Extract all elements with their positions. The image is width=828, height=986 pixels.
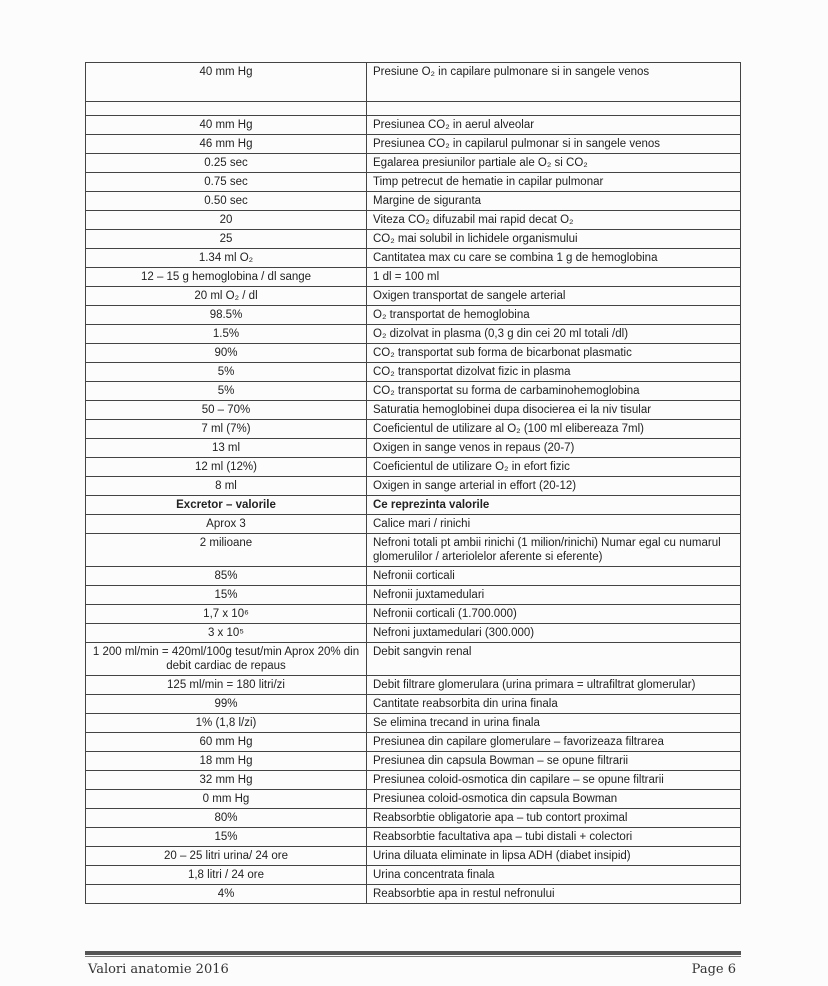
table-row — [86, 624, 741, 643]
table-row — [86, 211, 741, 230]
value-cell: 0.50 sec — [86, 192, 367, 211]
table-row — [86, 605, 741, 624]
value-cell: 3 x 10⁵ — [86, 624, 367, 643]
description-cell: Nefronii corticali (1.700.000) — [367, 605, 741, 624]
value-cell: 5% — [86, 363, 367, 382]
value-cell: 85% — [86, 567, 367, 586]
table-row — [86, 173, 741, 192]
description-cell: CO₂ transportat dizolvat fizic in plasma — [367, 363, 741, 382]
values-table-body — [86, 63, 741, 904]
description-cell: Presiunea coloid-osmotica din capsula Bowman — [367, 790, 741, 809]
description-cell: 1 dl = 100 ml — [367, 268, 741, 287]
table-row — [86, 586, 741, 605]
description-cell: Timp petrecut de hematie in capilar pulmonar — [367, 173, 741, 192]
table-row — [86, 695, 741, 714]
value-cell: 0.75 sec — [86, 173, 367, 192]
value-cell: 46 mm Hg — [86, 135, 367, 154]
table-row — [86, 809, 741, 828]
table-row — [86, 249, 741, 268]
description-cell: Coeficientul de utilizare al O₂ (100 ml elibereaza 7ml) — [367, 420, 741, 439]
table-row — [86, 344, 741, 363]
table-row — [86, 643, 741, 676]
value-cell: 1,8 litri / 24 ore — [86, 866, 367, 885]
table-row — [86, 116, 741, 135]
description-cell — [367, 102, 741, 116]
description-cell: Reabsorbtie obligatorie apa – tub contort proximal — [367, 809, 741, 828]
description-cell: Nefronii corticali — [367, 567, 741, 586]
page-number: Page 6 — [691, 962, 736, 977]
table-row — [86, 102, 741, 116]
table-row — [86, 154, 741, 173]
values-table — [85, 62, 741, 904]
value-cell: 12 ml (12%) — [86, 458, 367, 477]
table-row — [86, 230, 741, 249]
description-cell: Presiunea din capilare glomerulare – favorizeaza filtrarea — [367, 733, 741, 752]
value-cell: 90% — [86, 344, 367, 363]
header-description-cell: Ce reprezinta valorile — [367, 496, 741, 515]
table-row — [86, 714, 741, 733]
description-cell: Viteza CO₂ difuzabil mai rapid decat O₂ — [367, 211, 741, 230]
value-cell: 125 ml/min = 180 litri/zi — [86, 676, 367, 695]
table-row — [86, 534, 741, 567]
value-cell: 2 milioane — [86, 534, 367, 567]
value-cell: 12 – 15 g hemoglobina / dl sange — [86, 268, 367, 287]
table-row — [86, 306, 741, 325]
value-cell: 98.5% — [86, 306, 367, 325]
description-cell: Se elimina trecand in urina finala — [367, 714, 741, 733]
description-cell: Nefroni totali pt ambii rinichi (1 milion/rinichi) Numar egal cu numarul glomerulilor / arteriolelor aferente si eferente) — [367, 534, 741, 567]
table-row — [86, 567, 741, 586]
value-cell: 15% — [86, 586, 367, 605]
value-cell: 5% — [86, 382, 367, 401]
value-cell: 15% — [86, 828, 367, 847]
description-cell: Urina concentrata finala — [367, 866, 741, 885]
table-row — [86, 733, 741, 752]
description-cell: Saturatia hemoglobinei dupa disocierea ei la niv tisular — [367, 401, 741, 420]
value-cell: 4% — [86, 885, 367, 904]
description-cell: Egalarea presiunilor partiale ale O₂ si CO₂ — [367, 154, 741, 173]
value-cell: 20 — [86, 211, 367, 230]
table-row — [86, 401, 741, 420]
value-cell: 0.25 sec — [86, 154, 367, 173]
description-cell: Debit filtrare glomerulara (urina primara = ultrafiltrat glomerular) — [367, 676, 741, 695]
value-cell: 13 ml — [86, 439, 367, 458]
table-row — [86, 439, 741, 458]
value-cell: 8 ml — [86, 477, 367, 496]
value-cell: 18 mm Hg — [86, 752, 367, 771]
table-row — [86, 458, 741, 477]
value-cell: 1,7 x 10⁶ — [86, 605, 367, 624]
description-cell: Debit sangvin renal — [367, 643, 741, 676]
description-cell: Reabsorbtie facultativa apa – tubi distali + colectori — [367, 828, 741, 847]
table-header-row — [86, 496, 741, 515]
value-cell — [86, 102, 367, 116]
value-cell: 20 – 25 litri urina/ 24 ore — [86, 847, 367, 866]
table-row — [86, 515, 741, 534]
description-cell: CO₂ mai solubil in lichidele organismului — [367, 230, 741, 249]
description-cell: Presiunea din capsula Bowman – se opune filtrarii — [367, 752, 741, 771]
value-cell: 0 mm Hg — [86, 790, 367, 809]
table-row — [86, 847, 741, 866]
description-cell: CO₂ transportat sub forma de bicarbonat plasmatic — [367, 344, 741, 363]
value-cell: 1 200 ml/min = 420ml/100g tesut/min Aprox 20% din debit cardiac de repaus — [86, 643, 367, 676]
description-cell: Margine de siguranta — [367, 192, 741, 211]
description-cell: Presiune O₂ in capilare pulmonare si in sangele venos — [367, 63, 741, 102]
description-cell: CO₂ transportat su forma de carbaminohemoglobina — [367, 382, 741, 401]
description-cell: Nefroni juxtamedulari (300.000) — [367, 624, 741, 643]
table-row — [86, 192, 741, 211]
table-row — [86, 771, 741, 790]
description-cell: O₂ dizolvat in plasma (0,3 g din cei 20 ml totali /dl) — [367, 325, 741, 344]
value-cell: 50 – 70% — [86, 401, 367, 420]
value-cell: 80% — [86, 809, 367, 828]
description-cell: Oxigen in sange venos in repaus (20-7) — [367, 439, 741, 458]
description-cell: Calice mari / rinichi — [367, 515, 741, 534]
table-row — [86, 885, 741, 904]
table-row — [86, 420, 741, 439]
value-cell: 60 mm Hg — [86, 733, 367, 752]
header-value-cell: Excretor – valorile — [86, 496, 367, 515]
description-cell: Reabsorbtie apa in restul nefronului — [367, 885, 741, 904]
description-cell: Nefronii juxtamedulari — [367, 586, 741, 605]
table-row — [86, 866, 741, 885]
description-cell: O₂ transportat de hemoglobina — [367, 306, 741, 325]
description-cell: Presiunea CO₂ in capilarul pulmonar si in sangele venos — [367, 135, 741, 154]
description-cell: Urina diluata eliminate in lipsa ADH (diabet insipid) — [367, 847, 741, 866]
table-row — [86, 382, 741, 401]
table-row — [86, 325, 741, 344]
description-cell: Presiunea CO₂ in aerul alveolar — [367, 116, 741, 135]
value-cell: 32 mm Hg — [86, 771, 367, 790]
table-row — [86, 828, 741, 847]
value-cell: 20 ml O₂ / dl — [86, 287, 367, 306]
table-row — [86, 790, 741, 809]
value-cell: 7 ml (7%) — [86, 420, 367, 439]
table-row — [86, 752, 741, 771]
description-cell: Presiunea coloid-osmotica din capilare – se opune filtrarii — [367, 771, 741, 790]
table-row — [86, 676, 741, 695]
value-cell: 25 — [86, 230, 367, 249]
description-cell: Oxigen in sange arterial in effort (20-12) — [367, 477, 741, 496]
value-cell: 40 mm Hg — [86, 63, 367, 102]
value-cell: 1.5% — [86, 325, 367, 344]
footer-rule — [85, 951, 741, 955]
description-cell: Cantitate reabsorbita din urina finala — [367, 695, 741, 714]
table-row — [86, 477, 741, 496]
table-row — [86, 135, 741, 154]
value-cell: 99% — [86, 695, 367, 714]
value-cell: Aprox 3 — [86, 515, 367, 534]
table-row — [86, 363, 741, 382]
value-cell: 1% (1,8 l/zi) — [86, 714, 367, 733]
value-cell: 40 mm Hg — [86, 116, 367, 135]
table-row — [86, 287, 741, 306]
description-cell: Coeficientul de utilizare O₂ in efort fizic — [367, 458, 741, 477]
table-row — [86, 268, 741, 287]
table-row — [86, 63, 741, 102]
value-cell: 1.34 ml O₂ — [86, 249, 367, 268]
description-cell: Oxigen transportat de sangele arterial — [367, 287, 741, 306]
footer-title: Valori anatomie 2016 — [88, 962, 229, 977]
description-cell: Cantitatea max cu care se combina 1 g de hemoglobina — [367, 249, 741, 268]
